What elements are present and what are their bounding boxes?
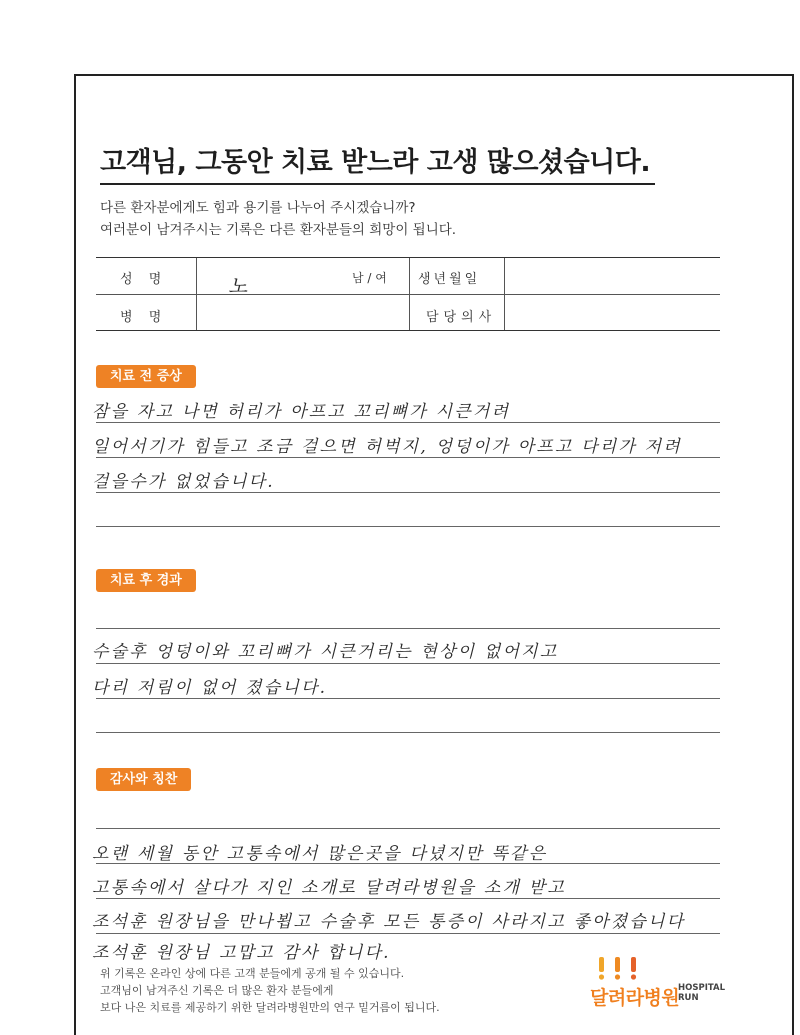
table-col-divider — [196, 258, 197, 330]
handwritten-line: 걸을수가 없었습니다. — [92, 472, 275, 492]
doctor-label: 담당의사 — [426, 310, 497, 325]
writing-line — [96, 898, 720, 899]
logo-brand-text: 달려라병원 — [590, 987, 680, 1009]
table-col-divider — [409, 258, 410, 330]
writing-line — [96, 828, 720, 829]
subtitle-line-2: 여러분이 남겨주시는 기록은 다른 환자분들의 희망이 됩니다. — [100, 222, 457, 238]
table-col-divider — [504, 258, 505, 330]
page-title: 고객님, 그동안 치료 받느라 고생 많으셨습니다. — [100, 140, 655, 185]
handwritten-line: 수술후 엉덩이와 꼬리뼈가 시큰거리는 현상이 없어지고 — [92, 642, 559, 662]
footer-line-3: 보다 나은 치료를 제공하기 위한 달려라병원만의 연구 밑거름이 됩니다. — [100, 1001, 440, 1014]
writing-line — [96, 422, 720, 423]
writing-line — [96, 732, 720, 733]
table-row-divider — [96, 294, 720, 295]
section-label-after-treatment: 치료 후 경과 — [96, 569, 196, 592]
birthdate-label: 생년월일 — [418, 272, 481, 287]
handwritten-line: 조석훈 원장님을 만나뵙고 수술후 모든 통증이 사라지고 좋아졌습니다 — [92, 912, 686, 932]
name-value[interactable]: 노 — [228, 274, 250, 298]
exclamation-marks-icon — [593, 957, 649, 981]
handwritten-line: 다리 저림이 없어 졌습니다. — [92, 678, 328, 698]
writing-line — [96, 628, 720, 629]
subtitle-line-1: 다른 환자분에게도 힘과 용기를 나누어 주시겠습니까? — [100, 200, 416, 216]
section-label-thanks: 감사와 칭찬 — [96, 768, 191, 791]
handwritten-line: 고통속에서 살다가 지인 소개로 달려라병원을 소개 받고 — [92, 878, 566, 898]
writing-line — [96, 663, 720, 664]
handwritten-line: 오랜 세월 동안 고통속에서 많은곳을 다녔지만 똑같은 — [92, 844, 548, 864]
gender-label: 남 / 여 — [352, 271, 387, 285]
writing-line — [96, 492, 720, 493]
name-label: 성 명 — [120, 272, 168, 287]
hospital-logo — [590, 957, 725, 1017]
writing-line — [96, 698, 720, 699]
disease-label: 병 명 — [120, 310, 168, 325]
writing-line — [96, 526, 720, 527]
footer-line-1: 위 기록은 온라인 상에 다른 고객 분들에게 공개 될 수 있습니다. — [100, 967, 405, 980]
patient-info-table — [96, 257, 720, 331]
footer-line-2: 고객님이 남겨주신 기록은 더 많은 환자 분들에게 — [100, 984, 334, 997]
handwritten-line: 잠을 자고 나면 허리가 아프고 꼬리뼈가 시큰거려 — [92, 402, 511, 422]
writing-line — [96, 457, 720, 458]
section-label-before-treatment: 치료 전 증상 — [96, 365, 196, 388]
handwritten-line: 일어서기가 힘들고 조금 걸으면 허벅지, 엉덩이가 아프고 다리가 저려 — [92, 437, 682, 457]
logo-english-text: HOSPITAL RUN — [678, 983, 725, 1003]
writing-line — [96, 933, 720, 934]
handwritten-line: 조석훈 원장님 고맙고 감사 합니다. — [92, 943, 391, 963]
